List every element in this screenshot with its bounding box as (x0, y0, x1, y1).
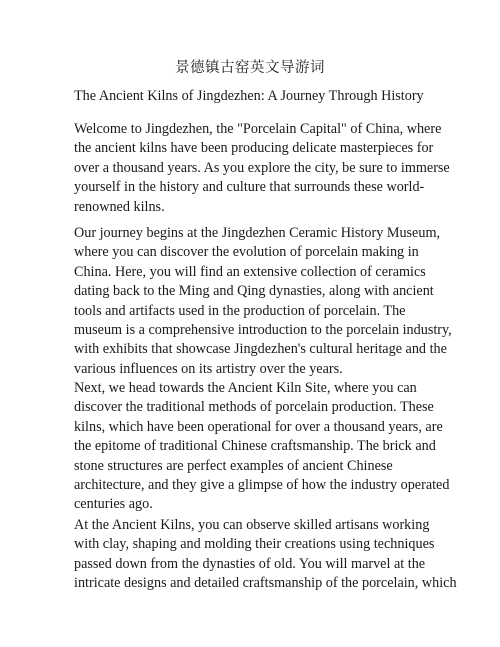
text-line: yourself in the history and culture that surrounds these world- (74, 179, 425, 196)
text-line: dating back to the Ming and Qing dynasties, along with ancient (74, 283, 434, 300)
text-line: museum is a comprehensive introduction to the porcelain industry, (74, 322, 452, 339)
text-line: with exhibits that showcase Jingdezhen's cultural heritage and the (74, 341, 447, 358)
paragraph-kiln-site (74, 379, 450, 515)
text-line: various influences on its artistry over the years. (74, 360, 343, 377)
document-heading: The Ancient Kilns of Jingdezhen: A Journey Through History (74, 88, 424, 104)
paragraph-museum (74, 224, 452, 379)
text-line: kilns, which have been operational for over a thousand years, are (74, 418, 443, 435)
text-line: Welcome to Jingdezhen, the "Porcelain Capital" of China, where (74, 121, 442, 137)
text-line: the ancient kilns have been producing delicate masterpieces for (74, 140, 434, 157)
paragraph-artisans (74, 516, 457, 594)
paragraph-welcome (74, 120, 450, 217)
text-line: Our journey begins at the Jingdezhen Ceramic History Museum, (74, 225, 441, 241)
text-line: architecture, and they give a glimpse of how the industry operated (74, 477, 450, 494)
text-line: over a thousand years. As you explore the city, be sure to immerse (74, 159, 450, 176)
text-line: At the Ancient Kilns, you can observe skilled artisans working (74, 517, 430, 533)
text-line: where you can discover the evolution of porcelain making in (74, 244, 419, 261)
text-line: the epitome of traditional Chinese craftsmanship. The brick and (74, 438, 436, 455)
text-line: renowned kilns. (74, 198, 165, 215)
text-line: China. Here, you will find an extensive collection of ceramics (74, 263, 426, 280)
text-line: intricate designs and detailed craftsmanship of the porcelain, which (74, 575, 457, 592)
text-line: tools and artifacts used in the production of porcelain. The (74, 302, 406, 319)
text-line: Next, we head towards the Ancient Kiln Site, where you can (74, 380, 417, 396)
text-line: with clay, shaping and molding their creations using techniques (74, 536, 435, 553)
text-line: passed down from the dynasties of old. You will marvel at the (74, 555, 426, 572)
text-line: discover the traditional methods of porcelain production. These (74, 399, 434, 416)
text-line: stone structures are perfect examples of ancient Chinese (74, 457, 393, 474)
text-line: centuries ago. (74, 496, 153, 513)
document-title: 景德镇古窑英文导游词 (175, 60, 325, 76)
